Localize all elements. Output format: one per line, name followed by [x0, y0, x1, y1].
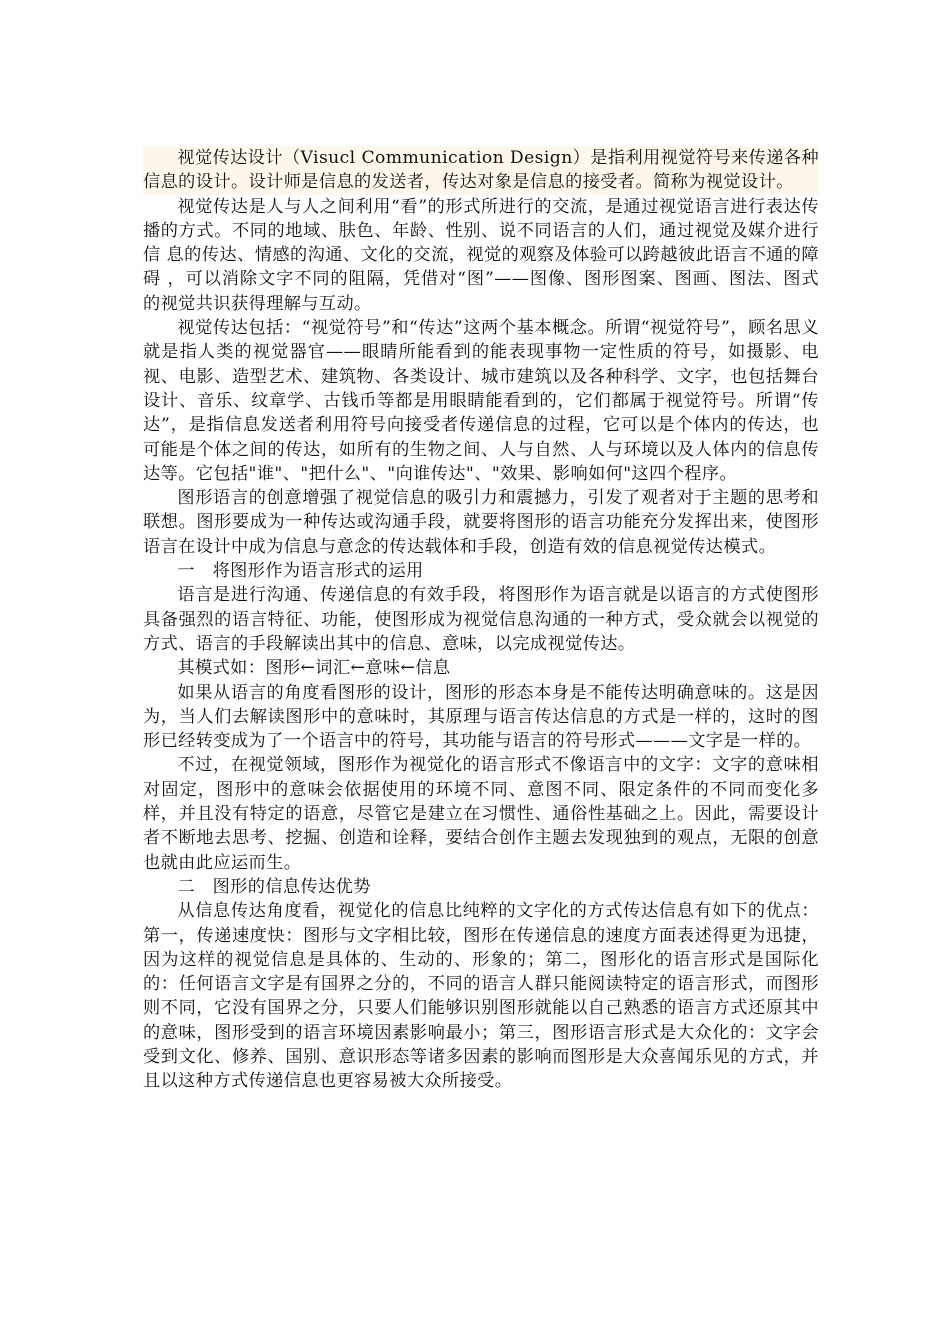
document-page — [143, 146, 819, 1094]
paragraph-definition: 视觉传达设计（Visucl Communication Design）是指利用视觉符号来传递各种信息的设计。设计师是信息的发送者，传达对象是信息的接受者。简称为视觉设计。 — [143, 146, 819, 195]
paragraph-model: 其模式如：图形←词汇←意味←信息 — [177, 658, 451, 679]
paragraph-graphic-language: 图形语言的创意增强了视觉信息的吸引力和震撼力，引发了观者对于主题的思考和联想。图形要成为一种传达或沟通手段，就要将图形的语言功能充分发挥出来，使图形语言在设计中成为信息与意念的传达载体和手段，创造有效的信息视觉传达模式。 — [143, 488, 819, 557]
paragraph-visual-field: 不过，在视觉领域，图形作为视觉化的语言形式不像语言中的文字：文字的意味相对固定，图形中的意味会依据使用的环境不同、意图不同、限定条件的不同而变化多样，并且没有特定的语意，尽管它是建立在习惯性、通俗性基础之上。因此，需要设计者不断地去思考、挖掘、创造和诠释，要结合创作主题去发现独到的观点，无限的创意也就由此应运而生。 — [143, 755, 819, 873]
paragraph-advantages: 从信息传达角度看，视觉化的信息比纯粹的文字化的方式传达信息有如下的优点：第一，传递速度快：图形与文字相比较，图形在传递信息的速度方面表述得更为迅捷，因为这样的视觉信息是具体的、生动的、形象的；第二，图形化的语言形式是国际化的：任何语言文字是有国界之分的，不同的语言人群只能阅读特定的语言形式，而图形则不同，它没有国界之分，只要人们能够识别图形就能以自己熟悉的语言方式还原其中的意味，图形受到的语言环境因素影响最小；第三，图形语言形式是大众化的：文字会受到文化、修养、国别、意识形态等诸多因素的影响而图形是大众喜闻乐见的方式，并且以这种方式传递信息也更容易被大众所接受。 — [143, 901, 819, 1092]
paragraph-communication: 视觉传达是人与人之间利用“看”的形式所进行的交流，是通过视觉语言进行表达传播的方式。不同的地域、肤色、年龄、性别、说不同语言的人们，通过视觉及媒介进行信 息的传达、情感的沟通、文化的交流，视觉的观察及体验可以跨越彼此语言不通的障碍 ，可以消除文字不同的阻隔，凭借对“图”——图像、图形图案、图画、图法、图式 的视觉共识获得理解与互动。 — [143, 196, 819, 314]
section-heading-2: 二 图形的信息传达优势 — [177, 876, 371, 897]
paragraph-visual-symbols: 视觉传达包括：“视觉符号”和“传达”这两个基本概念。所谓“视觉符号”，顾名思义就是指人类的视觉器官——眼睛所能看到的能表现事物一定性质的符号，如摄影、电视、电影、造型艺术、建筑物、各类设计、城市建筑以及各种科学、文字，也包括舞台设计、音乐、纹章学、古钱币等都是用眼睛能看到的，它们都属于视觉符号。所谓“传达”，是指信息发送者利用符号向接受者传递信息的过程，它可以是个体内的传达，也可能是个体之间的传达，如所有的生物之间、人与自然、人与环境以及人体内的信息传达等。它包括"谁"、"把什么"、"向谁传达"、"效果、影响如何"这四个程序。 — [143, 318, 819, 484]
paragraph-language-means: 语言是进行沟通、传递信息的有效手段，将图形作为语言就是以语言的方式使图形具备强烈的语言特征、功能，使图形成为视觉信息沟通的一种方式，受众就会以视觉的方式、语言的手段解读出其中的信息、意味，以完成视觉传达。 — [143, 585, 819, 654]
section-heading-1: 一 将图形作为语言形式的运用 — [177, 561, 424, 582]
paragraph-language-angle: 如果从语言的角度看图形的设计，图形的形态本身是不能传达明确意味的。这是因为，当人们去解读图形中的意味时，其原理与语言传达信息的方式是一样的，这时的图形已经转变成为了一个语言中的符号，其功能与语言的符号形式———文字是一样的。 — [143, 682, 819, 752]
